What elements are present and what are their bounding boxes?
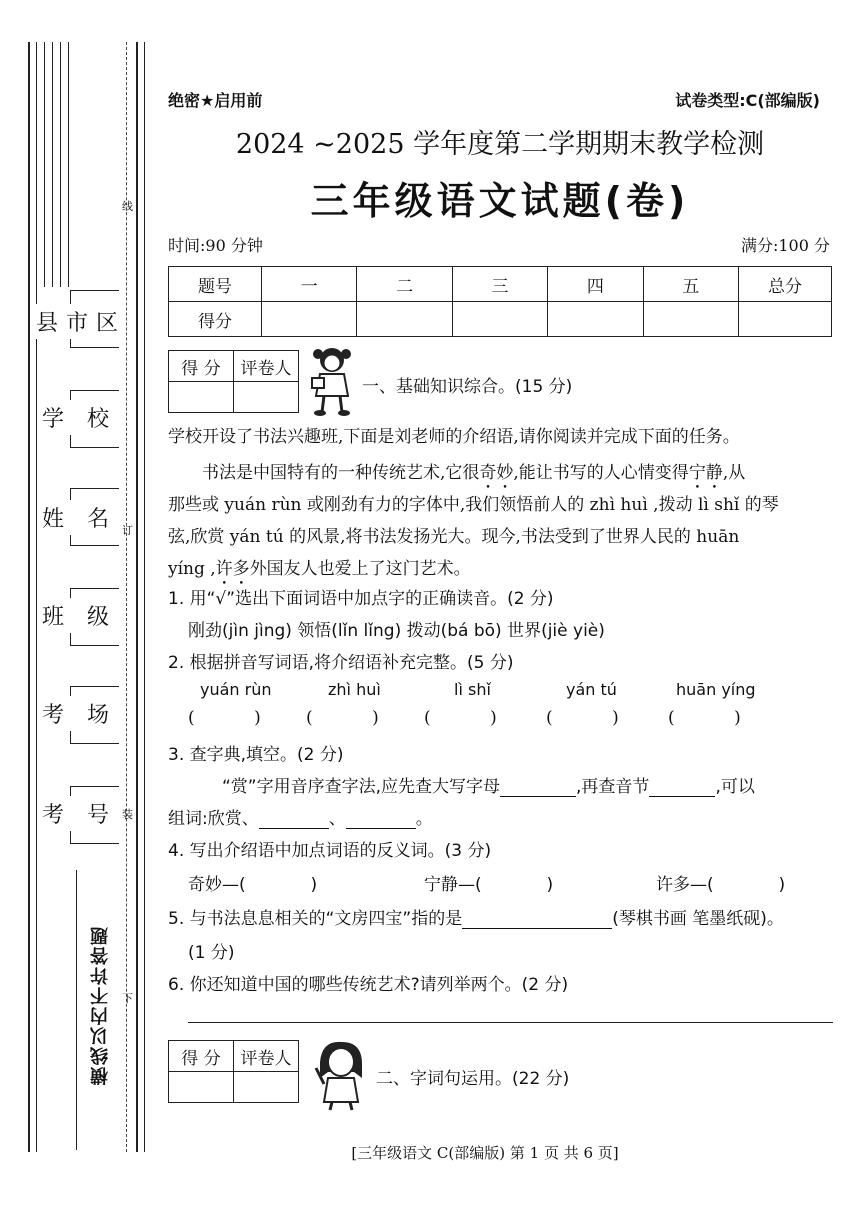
grader-reviewer-cell[interactable]	[234, 382, 299, 413]
answer-paren-3[interactable]: ( )	[424, 708, 497, 728]
q3-text-c: ,可以	[715, 777, 755, 797]
pinyin-1: yuán rùn	[200, 680, 272, 699]
question-5-score: (1 分)	[188, 943, 235, 963]
grader-score-cell[interactable]	[169, 1072, 234, 1103]
section-1-title: 一、基础知识综合。(15 分)	[362, 377, 573, 397]
q3-text-d: 组词:欣赏、	[168, 809, 259, 829]
grader-score-cell[interactable]	[169, 382, 234, 413]
question-6: 6. 你还知道中国的哪些传统艺术?请列举两个。(2 分)	[168, 975, 569, 995]
blank-word-2[interactable]	[346, 810, 416, 829]
passage-line-4: yíng ,许多外国友人也爱上了这门艺术。	[168, 559, 471, 579]
cut-mark-line: 线	[122, 200, 133, 213]
exam-subtitle: 三年级语文试题(卷)	[310, 179, 690, 223]
q5-text-a: 5. 与书法息息相关的“文房四宝”指的是	[168, 909, 463, 929]
grader-reviewer-label: 评卷人	[234, 1041, 299, 1072]
grader-score-label: 得 分	[169, 1041, 234, 1072]
score-header-label: 题号	[169, 267, 262, 302]
question-1: 1. 用“√”选出下面词语中加点字的正确读音。(2 分)	[168, 589, 554, 609]
score-cell[interactable]	[262, 302, 357, 337]
passage-line-3: 弦,欣赏 yán tú 的风景,将书法发扬光大。现今,书法受到了世界人民的 huān	[168, 527, 740, 547]
answer-paren-1[interactable]: ( )	[188, 708, 261, 728]
antonym-3-label: 许多—(	[656, 875, 714, 895]
score-table	[168, 266, 832, 337]
antonym-1[interactable]: 奇妙—( )	[188, 875, 318, 895]
pinyin-5: huān yíng	[676, 680, 756, 699]
field-label-room: 考 场	[42, 696, 117, 731]
grader-reviewer-label: 评卷人	[234, 351, 299, 382]
answer-paren-2[interactable]: ( )	[306, 708, 379, 728]
pinyin-4: yán tú	[566, 680, 617, 699]
q3-text-e: 、	[328, 809, 346, 829]
grader-score-label: 得 分	[169, 351, 234, 382]
antonym-2[interactable]: 宁静—( )	[424, 875, 554, 895]
answer-paren-5[interactable]: ( )	[668, 708, 741, 728]
answer-line-q6[interactable]	[188, 1022, 833, 1023]
secret-label: 绝密★启用前	[168, 91, 263, 110]
blank-four-treasures[interactable]	[462, 910, 612, 929]
cut-mark-staple: 订	[122, 524, 133, 537]
antonym-1-label: 奇妙—(	[188, 875, 246, 895]
grader-box-1	[168, 350, 299, 413]
score-cell[interactable]	[357, 302, 452, 337]
blank-syllable[interactable]	[649, 778, 715, 797]
passage-line-2: 那些或 yuán rùn 或刚劲有力的字体中,我们领悟前人的 zhì huì ,拨动 lì shǐ 的琴	[168, 495, 779, 515]
answer-paren-4[interactable]: ( )	[546, 708, 619, 728]
girl-reading-icon	[306, 344, 358, 416]
no-answer-note: 横线以内不许答题	[90, 925, 111, 1085]
field-label-school: 学 校	[42, 400, 117, 435]
q5-text-b: (琴棋书画 笔墨纸砚)。	[612, 909, 784, 929]
score-row-label: 得分	[169, 302, 262, 337]
q3-text-b: ,再查音节	[576, 777, 650, 797]
score-cell[interactable]	[643, 302, 738, 337]
exam-title: 2024 ~2025 学年度第二学期期末教学检测	[235, 129, 765, 160]
passage-line-1: 书法是中国特有的一种传统艺术,它很奇妙,能让书写的人心情变得宁静,从	[202, 463, 746, 483]
question-3-line-2	[168, 804, 433, 829]
score-cell[interactable]	[548, 302, 643, 337]
field-label-county: 县市区	[36, 304, 126, 339]
paper-type: 试卷类型:C(部编版)	[675, 91, 820, 110]
grader-reviewer-cell[interactable]	[234, 1072, 299, 1103]
score-header-4: 四	[548, 267, 643, 302]
section-2-title: 二、字词句运用。(22 分)	[376, 1069, 570, 1089]
question-1-options[interactable]: 刚劲(jìn jìng) 领悟(lǐn lǐng) 拨动(bá bō) 世界(jiè yiè)	[188, 621, 605, 641]
page-footer: [三年级语文 C(部编版) 第 1 页 共 6 页]	[351, 1144, 619, 1162]
score-header-total: 总分	[739, 267, 832, 302]
score-cell[interactable]	[452, 302, 547, 337]
girl-thinking-icon	[312, 1038, 370, 1112]
question-5	[168, 904, 784, 929]
pinyin-3: lì shǐ	[454, 680, 491, 699]
grader-box-2	[168, 1040, 299, 1103]
score-header-2: 二	[357, 267, 452, 302]
full-score: 满分:100 分	[740, 236, 830, 255]
pinyin-2: zhì huì	[328, 680, 381, 699]
score-header-5: 五	[643, 267, 738, 302]
field-label-number: 考 号	[42, 796, 117, 831]
question-4: 4. 写出介绍语中加点词语的反义词。(3 分)	[168, 841, 492, 861]
antonym-2-label: 宁静—(	[424, 875, 482, 895]
score-header-3: 三	[452, 267, 547, 302]
q3-text-f: 。	[415, 809, 433, 829]
score-header-1: 一	[262, 267, 357, 302]
antonym-3[interactable]: 许多—( )	[656, 875, 786, 895]
field-label-name: 姓 名	[42, 500, 117, 535]
blank-word-1[interactable]	[259, 810, 329, 829]
score-cell[interactable]	[739, 302, 832, 337]
field-label-class: 班 级	[42, 598, 117, 633]
question-3-line-1	[222, 772, 755, 797]
question-2: 2. 根据拼音写词语,将介绍语补充完整。(5 分)	[168, 653, 514, 673]
cut-mark-bind: 装	[122, 808, 133, 821]
blank-letter[interactable]	[500, 778, 576, 797]
q3-text-a: “赏”字用音序查字法,应先查大写字母	[222, 777, 501, 797]
question-3: 3. 查字典,填空。(2 分)	[168, 745, 344, 765]
cut-mark-down: 下	[122, 992, 133, 1005]
exam-time: 时间:90 分钟	[168, 236, 263, 255]
section-1-intro: 学校开设了书法兴趣班,下面是刘老师的介绍语,请你阅读并完成下面的任务。	[168, 427, 740, 447]
